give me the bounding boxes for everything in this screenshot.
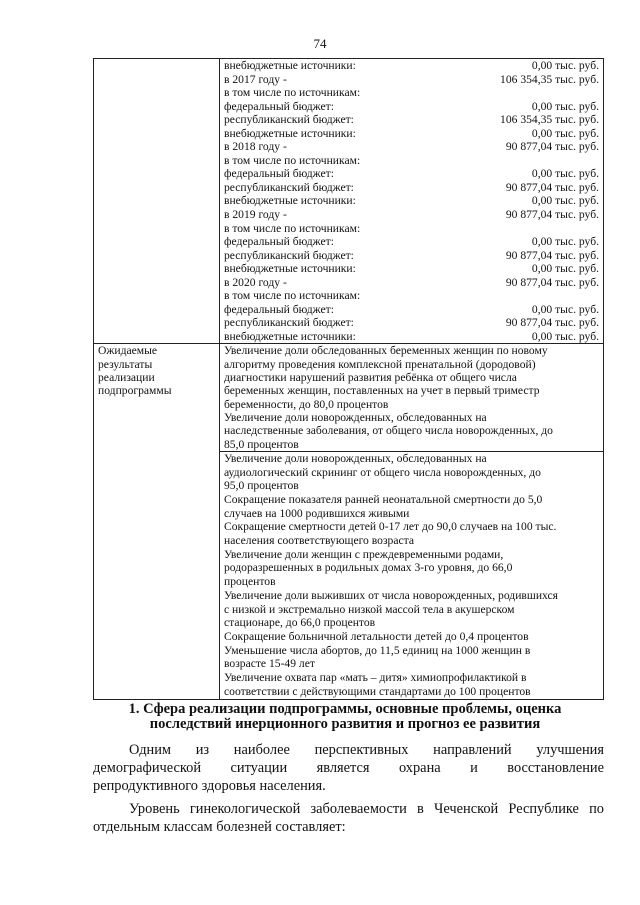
funding-line-value: 90 877,04 тыс. руб.: [505, 316, 599, 330]
funding-line: [224, 140, 599, 154]
funding-line-label: в 2019 году -: [224, 208, 287, 222]
funding-line: [224, 73, 599, 87]
funding-line: [224, 86, 599, 100]
results-label-line: реализации: [98, 371, 155, 385]
funding-line: [224, 249, 599, 263]
results-row-1: [94, 344, 604, 451]
funding-line-label: в 2020 году -: [224, 275, 287, 289]
results-line: Увеличение доли новорожденных, обследованных на: [224, 451, 487, 465]
funding-line-label: внебюджетные источники:: [224, 59, 356, 72]
results-line: Увеличение доли женщин с преждевременными родами,: [224, 547, 504, 561]
page-number: 74: [313, 36, 327, 51]
funding-line: [224, 154, 599, 168]
results-label-line: подпрограммы: [98, 384, 172, 398]
results-line: 95,0 процентов: [224, 479, 299, 493]
funding-line: [224, 59, 599, 73]
section-heading-line-1: 1. Сфера реализации подпрограммы, основные проблемы, оценка: [128, 701, 562, 717]
paragraph-1-line-1: Одним из наиболее перспективных направлений улучшения: [129, 742, 604, 758]
paragraph-1-line-3: репродуктивного здоровья населения.: [93, 778, 326, 794]
results-text-1: [224, 344, 599, 450]
funding-line: [224, 113, 599, 127]
funding-cell: [220, 59, 604, 344]
funding-line-value: 0,00 тыс. руб.: [531, 194, 599, 208]
funding-line-label: федеральный бюджет:: [224, 235, 334, 249]
results-line: беременных женщин, поставленных на учет в первый триместр: [224, 384, 540, 398]
funding-line-value: 0,00 тыс. руб.: [531, 59, 599, 72]
funding-line-value: 90 877,04 тыс. руб.: [505, 140, 599, 154]
funding-line: [224, 181, 599, 195]
results-line: стационаре, до 66,0 процентов: [224, 616, 376, 630]
paragraph-1: [93, 741, 604, 795]
funding-line: [224, 289, 599, 303]
passport-table: [93, 58, 604, 700]
results-line: соответствии с действующими стандартами до 100 процентов: [224, 684, 531, 698]
funding-line-label: в том числе по источникам:: [224, 153, 361, 167]
funding-line: [224, 194, 599, 208]
funding-line-label: в 2017 году -: [224, 72, 287, 86]
results-line: аудиологический скрининг от общего числа новорожденных, до: [224, 465, 541, 479]
results-line: населения соответствующего возраста: [224, 534, 414, 548]
funding-line-label: федеральный бюджет:: [224, 99, 334, 113]
funding-line-value: 90 877,04 тыс. руб.: [505, 208, 599, 222]
results-label: [98, 344, 215, 397]
funding-label-cell: [94, 59, 220, 344]
funding-line-value: 0,00 тыс. руб.: [531, 262, 599, 276]
funding-line-label: федеральный бюджет:: [224, 167, 334, 181]
funding-row: [94, 59, 604, 344]
results-label-cell: [94, 344, 220, 699]
results-line: диагностики нарушений развития ребёнка от общего числа: [224, 371, 517, 385]
paragraph-2-line-1: Уровень гинекологической заболеваемости в Чеченской Республике по: [129, 801, 604, 817]
funding-line-label: в том числе по источникам:: [224, 86, 361, 100]
funding-line: [224, 208, 599, 222]
results-line: Увеличение доли выживших от числа новорожденных, родившихся: [224, 588, 558, 602]
results-line: Сокращение показателя ранней неонатальной смертности до 5,0: [224, 492, 543, 506]
paragraph-2: [93, 800, 604, 836]
funding-line-label: республиканский бюджет:: [224, 113, 354, 127]
results-label-line: Ожидаемые: [98, 344, 158, 358]
results-line: Сокращение больничной летальности детей до 0,4 процентов: [224, 630, 529, 643]
section-heading: [100, 702, 590, 732]
results-line: Уменьшение числа абортов, до 11,5 единиц на 1000 женщин в: [224, 643, 531, 657]
paragraph-2-line-2: отдельным классам болезней составляет:: [93, 819, 346, 835]
funding-line-value: 106 354,35 тыс. руб.: [500, 72, 599, 86]
funding-line: [224, 276, 599, 290]
funding-line-label: федеральный бюджет:: [224, 302, 334, 316]
funding-line-value: 0,00 тыс. руб.: [531, 167, 599, 181]
funding-list: [224, 59, 599, 343]
funding-line-value: 0,00 тыс. руб.: [531, 329, 599, 343]
results-text-2: [224, 452, 599, 699]
results-line: случаев на 1000 родившихся живыми: [224, 506, 410, 520]
funding-line: [224, 100, 599, 114]
funding-line-label: республиканский бюджет:: [224, 180, 354, 194]
funding-line-label: внебюджетные источники:: [224, 194, 356, 208]
funding-line-label: республиканский бюджет:: [224, 316, 354, 330]
funding-line-value: 90 877,04 тыс. руб.: [505, 180, 599, 194]
funding-line-label: в 2018 году -: [224, 140, 287, 154]
results-line: беременности, до 80,0 процентов: [224, 397, 389, 411]
funding-line-value: 0,00 тыс. руб.: [531, 235, 599, 249]
results-line: с низкой и экстремально низкой массой тела в акушерском: [224, 602, 515, 616]
funding-line-label: в том числе по источникам:: [224, 289, 361, 303]
results-line: Сокращение смертности детей 0-17 лет до 90,0 случаев на 100 тыс.: [224, 520, 557, 534]
funding-line-value: 0,00 тыс. руб.: [531, 126, 599, 140]
funding-line-label: внебюджетные источники:: [224, 329, 356, 343]
funding-line: [224, 167, 599, 181]
results-block-2: [220, 451, 604, 699]
paragraph-1-line-2: демографической ситуации является охрана и восстановление: [93, 760, 604, 776]
funding-line-value: 0,00 тыс. руб.: [531, 302, 599, 316]
results-line: Увеличение охвата пар «мать – дитя» химиопрофилактикой в: [224, 671, 527, 685]
results-line: процентов: [224, 575, 276, 589]
funding-line-label: внебюджетные источники:: [224, 126, 356, 140]
funding-line: [224, 222, 599, 236]
funding-line: [224, 235, 599, 249]
results-line: возрасте 15-49 лет: [224, 657, 315, 671]
funding-line: [224, 316, 599, 330]
funding-line: [224, 127, 599, 141]
funding-line: [224, 262, 599, 276]
funding-line-value: 106 354,35 тыс. руб.: [500, 113, 599, 127]
funding-line-label: внебюджетные источники:: [224, 262, 356, 276]
section-heading-line-2: последствий инерционного развития и прогноз ее развития: [149, 716, 541, 732]
funding-line-label: в том числе по источникам:: [224, 221, 361, 235]
funding-line-value: 90 877,04 тыс. руб.: [505, 275, 599, 289]
results-line: наследственные заболевания, от общего числа новорожденных, до: [224, 424, 553, 438]
funding-line-value: 90 877,04 тыс. руб.: [505, 248, 599, 262]
funding-line-label: республиканский бюджет:: [224, 248, 354, 262]
funding-line: [224, 330, 599, 344]
results-line: родоразрешенных в родильных домах 3-го уровня, до 66,0: [224, 561, 513, 575]
funding-line: [224, 303, 599, 317]
results-line: 85,0 процентов: [224, 437, 299, 451]
results-line: Увеличение доли обследованных беременных женщин по новому: [224, 344, 548, 358]
results-line: алгоритму проведения комплексной пренатальной (дородовой): [224, 357, 536, 371]
results-line: Увеличение доли новорожденных, обследованных на: [224, 410, 487, 424]
funding-line-value: 0,00 тыс. руб.: [531, 99, 599, 113]
results-label-line: результаты: [98, 357, 153, 371]
results-block-1: [220, 344, 604, 451]
